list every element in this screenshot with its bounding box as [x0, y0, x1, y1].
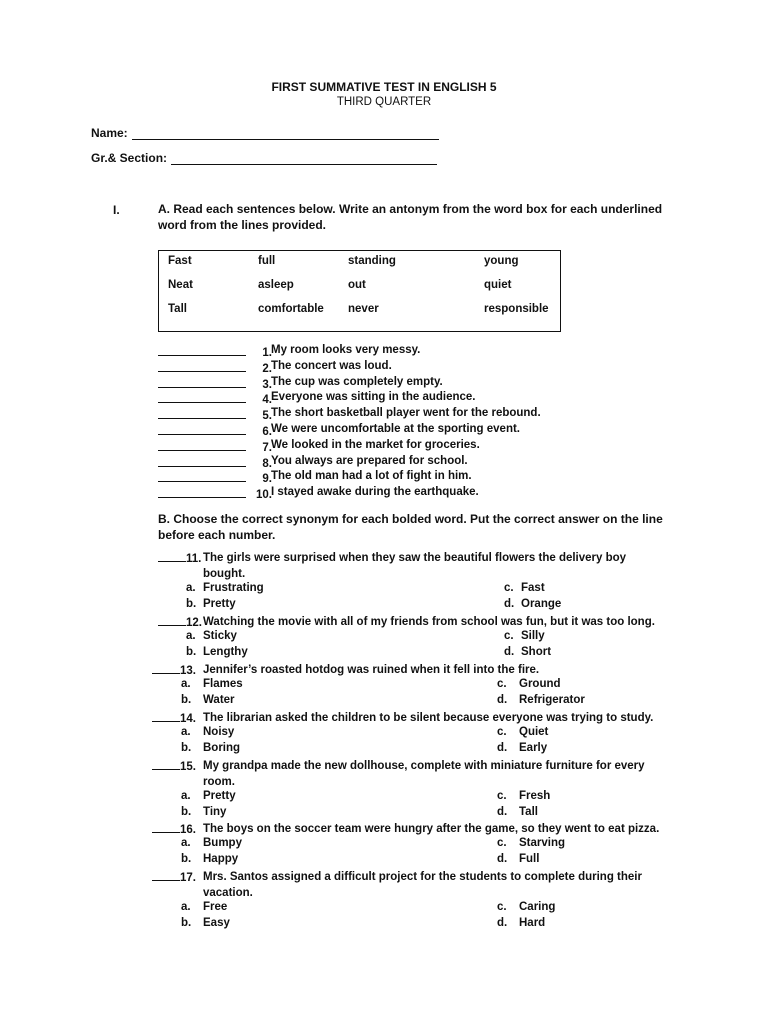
- answer-option: [497, 901, 556, 913]
- option-text: Bumpy: [203, 837, 242, 849]
- answer-option: [181, 726, 235, 738]
- antonym-item: [158, 375, 443, 392]
- option-text: Early: [519, 742, 548, 754]
- answer-option: [181, 742, 241, 754]
- option-text: Starving: [519, 837, 566, 849]
- item-number: 10.: [256, 489, 272, 502]
- option-text: Fresh: [519, 790, 551, 802]
- answer-option: [497, 806, 538, 818]
- answer-blank[interactable]: [158, 376, 246, 388]
- item-number: 17.: [180, 872, 196, 884]
- option-text: Easy: [203, 917, 230, 929]
- option-text: Lengthy: [203, 646, 248, 658]
- answer-option: [504, 582, 545, 594]
- instructions-b: B. Choose the correct synonym for each bolded word. Put the correct answer on the line before each number.: [158, 512, 663, 542]
- option-letter: b.: [186, 598, 197, 610]
- page-subtitle: THIRD QUARTER: [336, 96, 432, 108]
- option-letter: c.: [497, 837, 507, 849]
- item-number: 2.: [262, 362, 272, 375]
- option-text: Boring: [203, 742, 241, 754]
- option-text: Ground: [519, 678, 561, 690]
- option-letter: c.: [504, 630, 514, 642]
- answer-blank[interactable]: [152, 758, 180, 770]
- answer-blank[interactable]: [158, 360, 246, 372]
- answer-option: [497, 694, 585, 706]
- instructions-a: A. Read each sentences below. Write an antonym from the word box for each underlined word from the lines provided.: [158, 202, 663, 232]
- item-number: 8.: [262, 457, 272, 470]
- option-letter: c.: [497, 678, 507, 690]
- antonym-item: [158, 359, 392, 376]
- answer-option: [504, 598, 562, 610]
- item-number: 1.: [262, 347, 272, 359]
- option-text: Short: [521, 646, 552, 658]
- word-box-word: Fast: [168, 255, 192, 267]
- item-sentence: My room looks very messy.: [271, 344, 421, 356]
- option-letter: a.: [181, 790, 191, 802]
- item-sentence: The cup was completely empty.: [271, 375, 443, 388]
- item-number: 11.: [186, 553, 202, 565]
- name-line[interactable]: [132, 127, 439, 140]
- item-sentence: The short basketball player went for the rebound.: [271, 407, 541, 420]
- word-box-word: full: [258, 255, 276, 267]
- option-letter: d.: [504, 598, 515, 610]
- item-sentence: The old man had a lot of fight in him.: [271, 470, 472, 483]
- answer-option: [181, 678, 243, 690]
- answer-blank[interactable]: [158, 486, 246, 498]
- item-number: 4.: [262, 394, 272, 407]
- option-text: Happy: [203, 853, 239, 865]
- word-box-word: responsible: [484, 303, 549, 315]
- item-number: 13.: [180, 665, 196, 677]
- option-text: Pretty: [203, 790, 236, 802]
- word-box: [158, 250, 561, 332]
- option-text: Flames: [203, 678, 243, 690]
- question-text: Jennifer’s roasted hotdog was ruined when it fell into the fire.: [203, 664, 540, 676]
- answer-option: [186, 646, 248, 658]
- question-text: My grandpa made the new dollhouse, complete with miniature furniture for every room.: [203, 760, 645, 788]
- answer-blank[interactable]: [152, 662, 180, 674]
- answer-blank[interactable]: [158, 423, 246, 435]
- option-text: Tiny: [203, 806, 227, 818]
- option-letter: b.: [181, 694, 192, 706]
- option-letter: d.: [497, 806, 508, 818]
- answer-blank[interactable]: [158, 344, 246, 356]
- item-sentence: I stayed awake during the earthquake.: [271, 486, 479, 499]
- option-text: Fast: [521, 582, 545, 594]
- option-letter: c.: [497, 901, 507, 913]
- antonym-item: [158, 391, 476, 407]
- antonym-item: [158, 470, 472, 486]
- synonym-question: [152, 758, 645, 788]
- answer-blank[interactable]: [152, 821, 180, 833]
- answer-option: [497, 790, 551, 802]
- option-text: Sticky: [203, 630, 237, 642]
- section-line[interactable]: [171, 152, 437, 165]
- page-title: FIRST SUMMATIVE TEST IN ENGLISH 5: [271, 80, 497, 94]
- answer-blank[interactable]: [152, 869, 180, 881]
- option-letter: a.: [186, 582, 196, 594]
- answer-option: [497, 853, 540, 865]
- option-letter: b.: [181, 917, 192, 929]
- item-sentence: You always are prepared for school.: [271, 454, 468, 467]
- option-letter: c.: [497, 726, 507, 738]
- option-letter: b.: [181, 806, 192, 818]
- item-number: 12.: [186, 617, 202, 629]
- answer-option: [497, 726, 549, 738]
- name-label: Name:: [91, 126, 128, 140]
- option-letter: a.: [186, 630, 196, 642]
- antonym-item: [158, 423, 520, 439]
- answer-option: [504, 630, 545, 642]
- option-text: Quiet: [519, 726, 549, 738]
- answer-option: [181, 901, 228, 913]
- synonym-question: [158, 550, 627, 580]
- section-label: Gr.& Section:: [91, 151, 168, 165]
- option-letter: a.: [181, 678, 191, 690]
- word-box-word: never: [348, 303, 379, 315]
- word-box-word: asleep: [258, 279, 294, 291]
- word-box-word: young: [484, 255, 519, 267]
- answer-option: [181, 694, 235, 706]
- answer-option: [181, 853, 239, 865]
- question-text: The boys on the soccer team were hungry after the game, so they went to eat pizza.: [203, 823, 660, 835]
- synonym-question: [158, 614, 655, 631]
- answer-option: [181, 837, 242, 849]
- part-numeral: I.: [113, 203, 120, 217]
- answer-blank[interactable]: [152, 710, 180, 722]
- item-number: 14.: [180, 713, 196, 725]
- answer-option: [186, 598, 236, 610]
- question-text: Watching the movie with all of my friends from school was fun, but it was too long.: [203, 616, 655, 628]
- antonym-item: [158, 438, 480, 455]
- item-sentence: The concert was loud.: [271, 359, 392, 372]
- option-letter: b.: [181, 742, 192, 754]
- question-text: The librarian asked the children to be silent because everyone was trying to study.: [203, 712, 654, 724]
- answer-option: [186, 630, 237, 642]
- item-sentence: We were uncomfortable at the sporting event.: [271, 423, 520, 435]
- option-letter: b.: [181, 853, 192, 865]
- option-letter: d.: [497, 694, 508, 706]
- item-number: 5.: [262, 410, 272, 423]
- item-number: 15.: [180, 761, 196, 773]
- section-field[interactable]: [91, 151, 437, 165]
- antonym-item: [158, 407, 541, 423]
- answer-option: [181, 917, 230, 929]
- word-box-word: out: [348, 279, 366, 291]
- option-letter: a.: [181, 901, 191, 913]
- synonym-question: [152, 821, 660, 838]
- answer-option: [497, 837, 566, 849]
- option-text: Silly: [521, 630, 545, 642]
- item-number: 7.: [262, 441, 272, 454]
- answer-blank[interactable]: [158, 470, 246, 482]
- option-text: Hard: [519, 917, 546, 929]
- item-sentence: We looked in the market for groceries.: [271, 438, 480, 451]
- synonym-question: [152, 662, 540, 679]
- word-box-word: comfortable: [258, 303, 324, 315]
- option-letter: b.: [186, 646, 197, 658]
- option-text: Free: [203, 901, 228, 913]
- answer-blank[interactable]: [158, 391, 246, 403]
- item-number: 9.: [262, 473, 272, 486]
- answer-blank[interactable]: [158, 439, 246, 451]
- option-text: Frustrating: [203, 582, 264, 594]
- option-text: Refrigerator: [519, 694, 585, 706]
- antonym-item: [158, 486, 479, 502]
- answer-blank[interactable]: [158, 614, 186, 626]
- option-text: Caring: [519, 901, 556, 913]
- antonym-item: [158, 344, 421, 360]
- answer-blank[interactable]: [158, 407, 246, 419]
- option-text: Noisy: [203, 726, 235, 738]
- option-text: Orange: [521, 598, 562, 610]
- synonym-question: [152, 869, 642, 899]
- option-letter: d.: [497, 742, 508, 754]
- answer-blank[interactable]: [158, 455, 246, 467]
- option-text: Pretty: [203, 598, 236, 610]
- option-text: Full: [519, 853, 540, 865]
- answer-option: [186, 582, 264, 594]
- word-box-word: Tall: [168, 303, 187, 315]
- answer-option: [497, 742, 548, 754]
- answer-blank[interactable]: [158, 550, 186, 562]
- option-letter: c.: [504, 582, 514, 594]
- question-text: The girls were surprised when they saw the beautiful flowers the delivery boy bought.: [203, 552, 627, 580]
- option-text: Water: [203, 694, 235, 706]
- option-letter: d.: [497, 853, 508, 865]
- option-text: Tall: [519, 806, 538, 818]
- synonym-question: [152, 710, 654, 727]
- answer-option: [181, 790, 236, 802]
- option-letter: d.: [504, 646, 515, 658]
- answer-option: [504, 646, 552, 658]
- answer-option: [497, 678, 561, 690]
- item-number: 6.: [262, 426, 272, 438]
- antonym-item: [158, 454, 468, 471]
- item-number: 3.: [262, 378, 272, 391]
- answer-option: [497, 917, 546, 929]
- item-number: 16.: [180, 824, 196, 836]
- option-letter: d.: [497, 917, 508, 929]
- question-text: Mrs. Santos assigned a difficult project for the students to complete during their vacation.: [203, 871, 642, 899]
- word-box-word: Neat: [168, 279, 193, 291]
- name-field[interactable]: [91, 126, 439, 140]
- word-box-word: standing: [348, 255, 396, 267]
- option-letter: a.: [181, 837, 191, 849]
- option-letter: c.: [497, 790, 507, 802]
- word-box-word: quiet: [484, 279, 512, 291]
- option-letter: a.: [181, 726, 191, 738]
- answer-option: [181, 806, 227, 818]
- item-sentence: Everyone was sitting in the audience.: [271, 391, 476, 404]
